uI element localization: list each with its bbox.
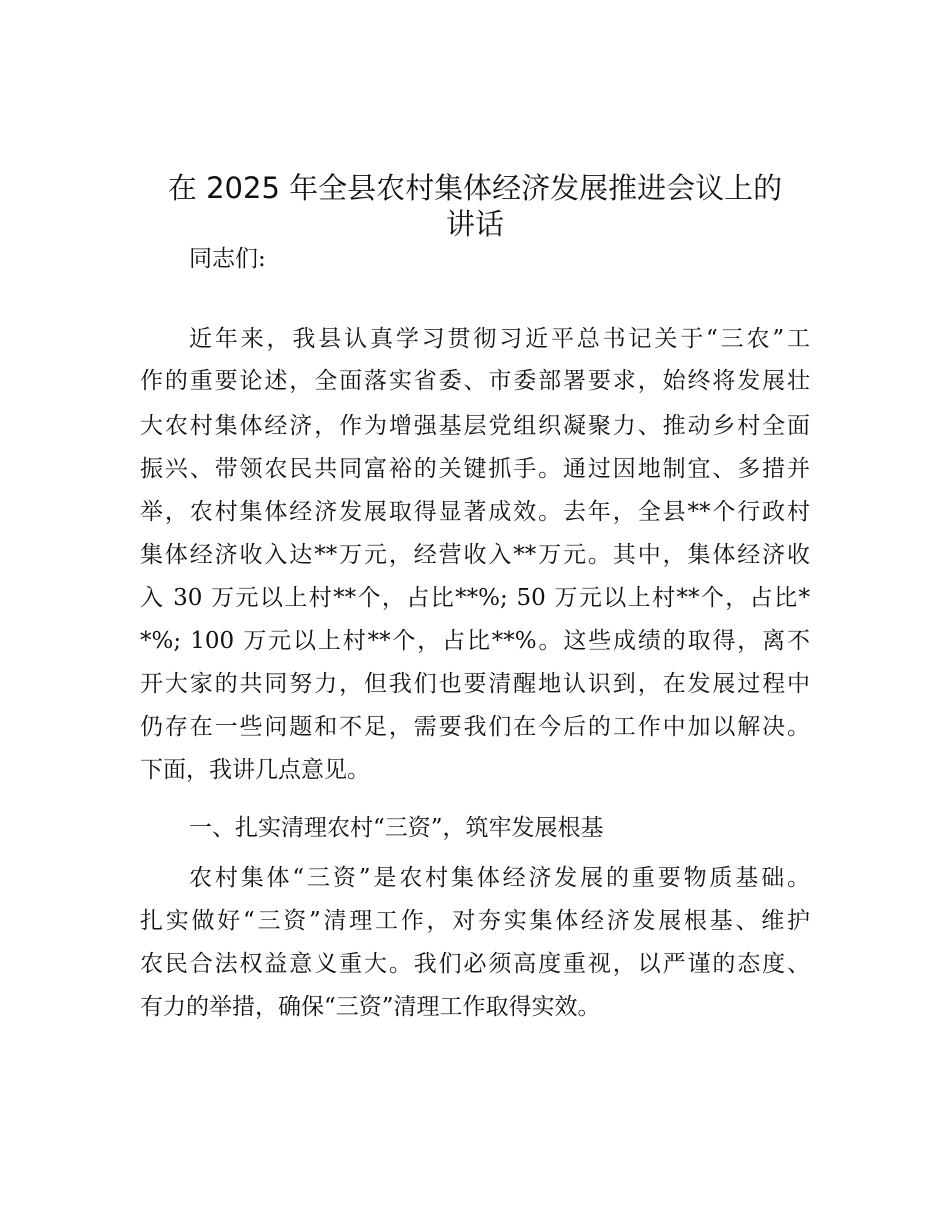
paragraph-2-line: 农村集体“三资”是农村集体经济发展的重要物质基础。 <box>189 865 810 891</box>
paragraph-1-line: 作的重要论述，全面落实省委、市委部署要求，始终将发展壮 <box>140 368 810 394</box>
document-title-line-2: 讲话 <box>445 207 504 241</box>
paragraph-1-line: 集体经济收入达**万元，经营收入**万元。其中，集体经济收 <box>140 542 810 568</box>
paragraph-1-line: 近年来，我县认真学习贯彻习近平总书记关于“三农”工 <box>189 326 810 352</box>
paragraph-1-line: 下面，我讲几点意见。 <box>140 757 370 783</box>
paragraph-1-line: 振兴、带领农民共同富裕的关键抓手。通过因地制宜、多措并 <box>140 456 810 482</box>
paragraph-2-line: 农民合法权益意义重大。我们必须高度重视，以严谨的态度、 <box>140 951 810 977</box>
paragraph-1-line: 开大家的共同努力，但我们也要清醒地认识到，在发展过程中 <box>140 671 810 697</box>
paragraph-1-line: 入 30 万元以上村**个，占比**%; 50 万元以上村**个，占比* <box>140 585 810 611</box>
paragraph-2-line: 扎实做好“三资”清理工作，对夯实集体经济发展根基、维护 <box>140 908 810 934</box>
paragraph-1-line: 举，农村集体经济发展取得显著成效。去年，全县**个行政村 <box>140 499 810 525</box>
document-title-line-1: 在 2025 年全县农村集体经济发展推进会议上的 <box>167 171 783 205</box>
paragraph-1-line: 大农村集体经济，作为增强基层党组织凝聚力、推动乡村全面 <box>140 413 810 439</box>
paragraph-1-line: 仍存在一些问题和不足，需要我们在今后的工作中加以解决。 <box>140 714 810 740</box>
greeting: 同志们: <box>189 246 266 272</box>
section-1-heading: 一、扎实清理农村“三资”，筑牢发展根基 <box>189 815 604 841</box>
paragraph-1-line: *%; 100 万元以上村**个，占比**%。这些成绩的取得，离不 <box>140 628 810 654</box>
paragraph-2-line: 有力的举措，确保“三资”清理工作取得实效。 <box>140 994 601 1020</box>
